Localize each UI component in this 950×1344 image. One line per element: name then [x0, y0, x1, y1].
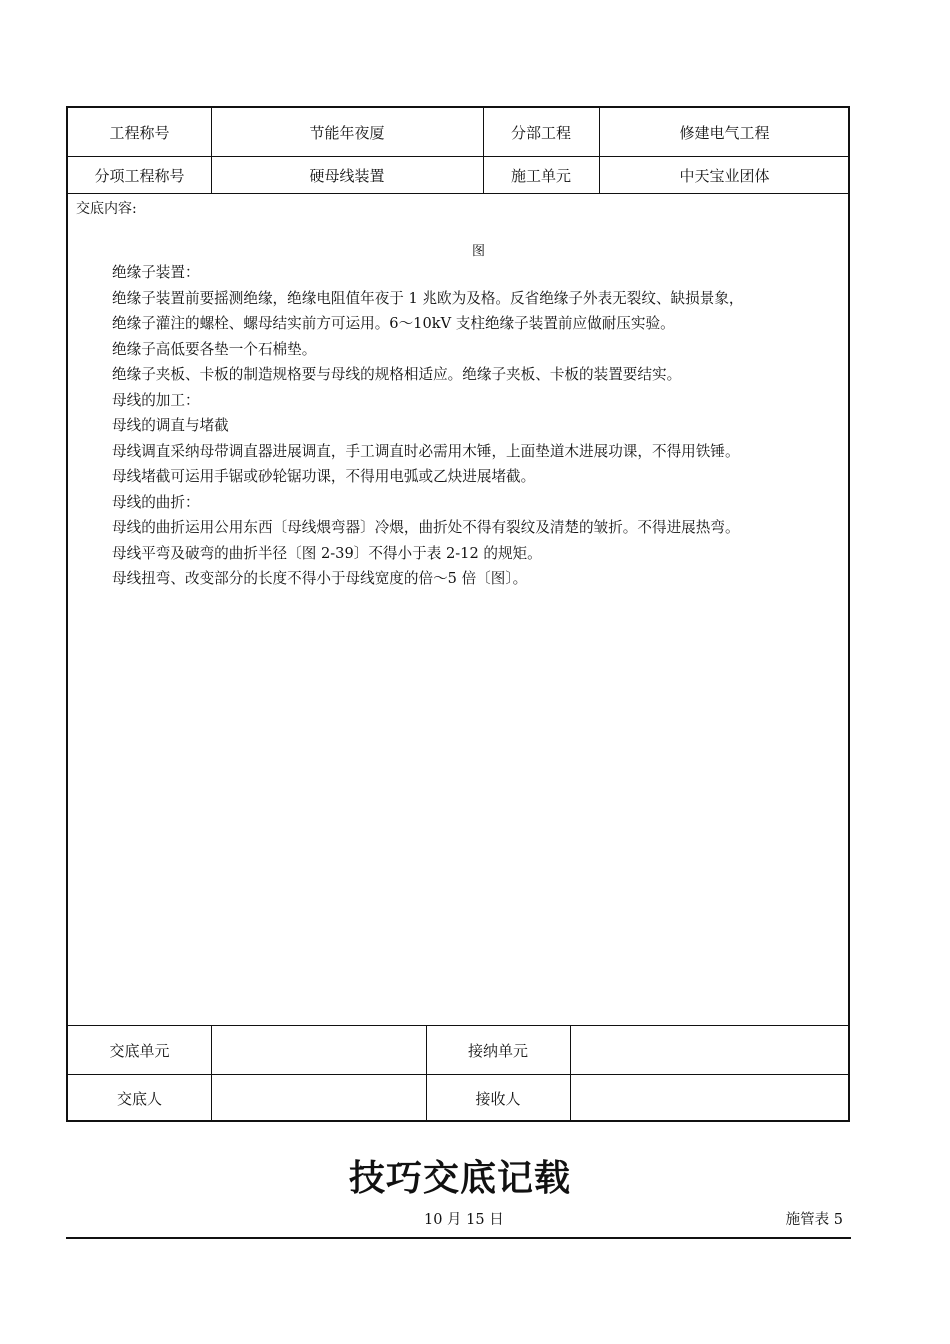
footer-col-divider: [426, 1025, 427, 1122]
content-line: 母线的调直与堵截: [112, 417, 229, 434]
handover-unit-value: [211, 1026, 426, 1074]
bottom-rule: [66, 1237, 851, 1239]
division-value: 修建电气工程: [679, 123, 770, 142]
header-col-divider: [483, 108, 484, 194]
receiver-value: [570, 1075, 850, 1122]
construction-unit-value: 中天宝业团体: [679, 166, 770, 185]
content-line: 母线的曲折运用公用东西〔母线煨弯器〕冷煨，曲折处不得有裂纹及清楚的皱折。不得进展热弯。: [112, 519, 740, 536]
header-bottom-divider: [68, 193, 848, 194]
receiver-label: 接收人: [475, 1090, 521, 1108]
content-line: 绝缘子灌注的螺栓、螺母结实前方可运用。6～10kV 支柱绝缘子装置前应做耐压实验。: [112, 315, 675, 332]
content-line: 绝缘子夹板、卡板的制造规格要与母线的规格相适应。绝缘子夹板、卡板的装置要结实。: [112, 366, 682, 383]
subitem-label: 分项工程称号: [94, 166, 185, 185]
handover-record-table: [66, 106, 850, 1122]
header-col-divider: [599, 108, 600, 194]
content-line: 母线的曲折：: [112, 493, 200, 511]
content-line: 母线扭弯、改变部分的长度不得小于母线宽度的倍～5 倍〔图〕。: [112, 570, 528, 587]
footer-col-divider: [211, 1025, 212, 1122]
handover-person-value: [211, 1075, 426, 1122]
content-line: 母线调直采纳母带调直器进展调直，手工调直时必需用木锤，上面垫道木进展功课，不得用铁锤。: [112, 442, 740, 460]
construction-unit-label: 施工单元: [510, 166, 571, 185]
footer-col-divider: [570, 1025, 571, 1122]
figure-placeholder-label: 图: [472, 244, 486, 259]
content-line: 母线堵截可运用手锯或砂轮锯功课，不得用电弧或乙炔进展堵截。: [112, 468, 536, 485]
document-title: 技巧交底记载: [348, 1158, 571, 1199]
header-col-divider: [211, 108, 212, 194]
handover-content: [112, 260, 842, 592]
handover-unit-label: 交底单元: [109, 1041, 170, 1060]
content-line: 绝缘子高低要各垫一个石棉垫。: [112, 340, 317, 358]
project-name-label: 工程称号: [109, 123, 170, 142]
division-label: 分部工程: [510, 123, 571, 142]
subitem-value: 硬母线装置: [309, 166, 385, 185]
content-line: 绝缘子装置前要摇测绝缘，绝缘电阻值年夜于 1 兆欧为及格。反省绝缘子外表无裂纹、缺损景象，: [112, 289, 744, 307]
content-line: 绝缘子装置：: [112, 264, 200, 281]
handover-person-label: 交底人: [116, 1090, 162, 1108]
record-date: 10 月 15 日: [424, 1212, 504, 1228]
content-label: 交底内容:: [76, 201, 137, 217]
receiving-unit-label: 接纳单元: [467, 1041, 528, 1060]
project-name-value: 节能年夜厦: [309, 123, 385, 142]
form-number: 施管表 5: [785, 1212, 843, 1228]
content-line: 母线的加工：: [112, 391, 200, 409]
receiving-unit-value: [570, 1026, 850, 1074]
content-line: 母线平弯及破弯的曲折半径〔图 2-39〕不得小于表 2-12 的规矩。: [112, 544, 542, 562]
